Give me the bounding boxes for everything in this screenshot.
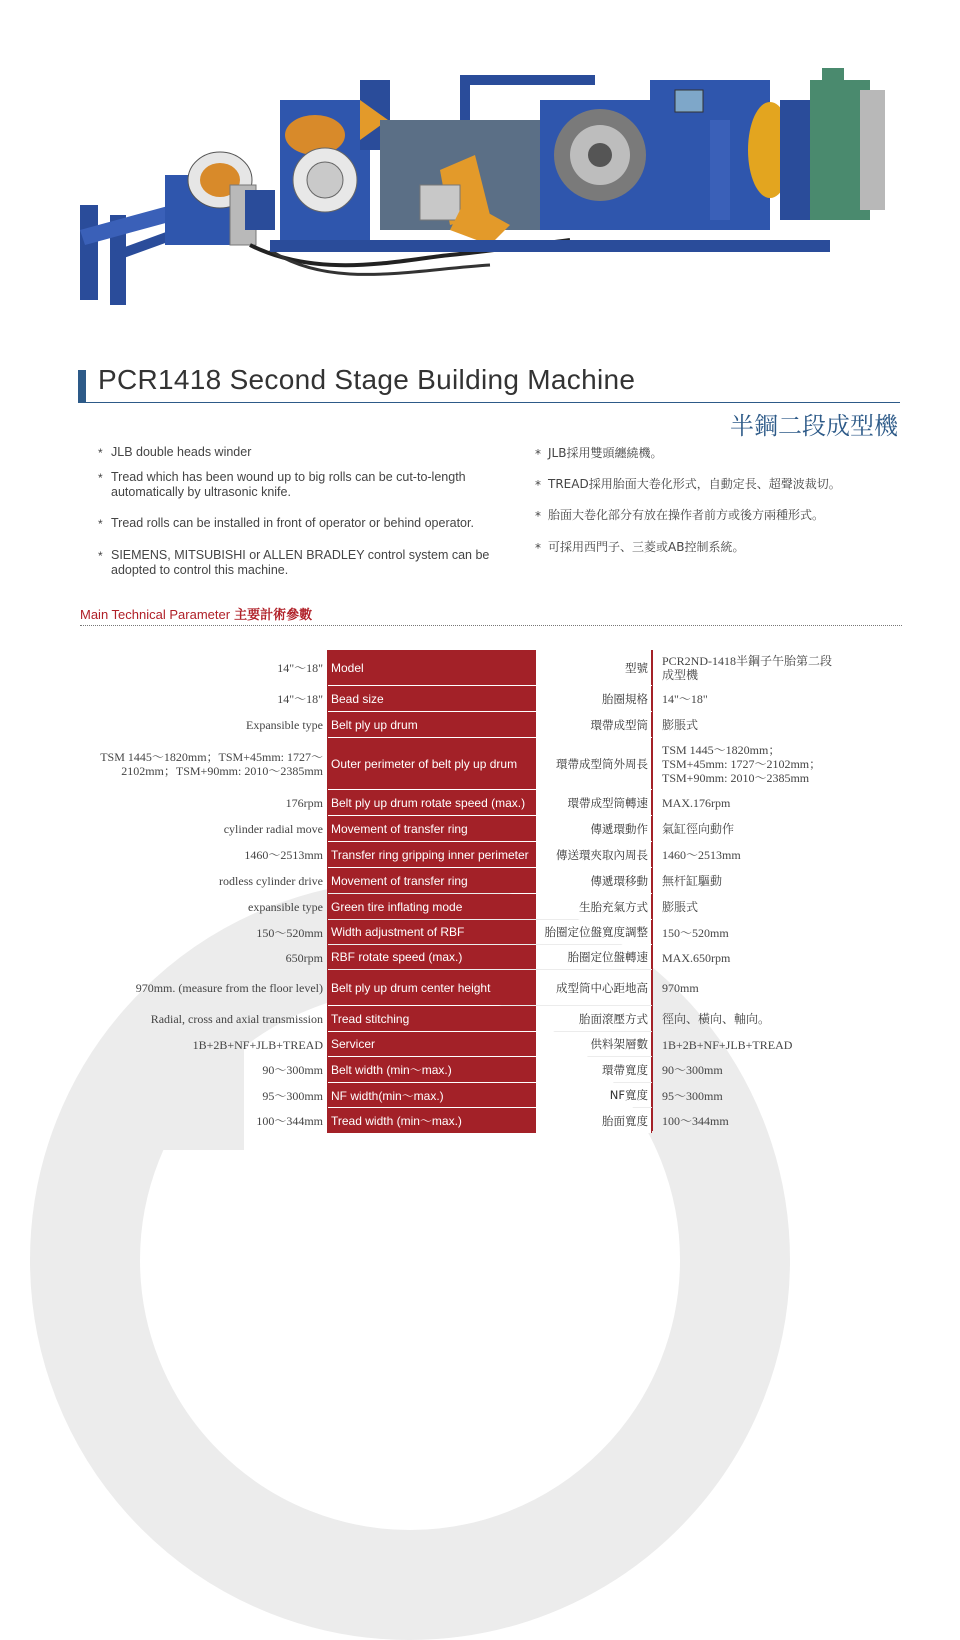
spec-value-zh: 膨脹式 [662, 900, 699, 914]
spec-value-en: 90～300mm [262, 1063, 323, 1077]
spec-label-zh: 型號 [536, 650, 652, 685]
spec-value-en: 1460～2513mm [244, 848, 323, 862]
spec-label-zh: 成型筒中心距地高 [536, 970, 652, 1005]
page-title-zh: 半鋼二段成型機 [730, 412, 898, 440]
bullet-star-icon: * [98, 517, 103, 531]
feature-en-1: * JLB double heads winder [98, 445, 252, 460]
section-heading [80, 604, 312, 623]
spec-label-zh: 胎面寬度 [536, 1108, 652, 1133]
spec-label-zh: 環帶寬度 [536, 1057, 652, 1082]
spec-value-zh: 氣缸徑向動作 [662, 822, 735, 836]
spec-value-zh: MAX.176rpm [662, 796, 731, 810]
spec-row [0, 970, 960, 1006]
spec-value-zh: PCR2ND-1418半鋼子午胎第二段成型機 [662, 654, 833, 682]
spec-label-en: Belt ply up drum [327, 712, 536, 737]
spec-value-zh: 1460～2513mm [662, 848, 741, 862]
spec-label-zh: 胎圈定位盤轉速 [536, 945, 652, 969]
bullet-star-icon: * [98, 471, 103, 485]
spec-label-en: Width adjustment of RBF [327, 920, 536, 944]
spec-value-en: 150～520mm [256, 925, 323, 940]
spec-label-en: Belt ply up drum center height [327, 970, 536, 1005]
spec-label-zh: 供料架層數 [536, 1032, 652, 1056]
spec-row [0, 686, 960, 712]
spec-label-en: Movement of transfer ring [327, 816, 536, 841]
spec-label-zh: NF寬度 [536, 1083, 652, 1107]
spec-value-zh: 95～300mm [662, 1088, 723, 1103]
spec-label-zh: 環帶成型筒轉速 [536, 790, 652, 815]
spec-label-zh: 傳遞環移動 [536, 868, 652, 893]
spec-value-en: cylinder radial move [223, 822, 323, 836]
spec-row [0, 1032, 960, 1057]
feature-zh-1: * JLB採用雙頭纏繞機。 [535, 446, 663, 461]
spec-label-en: Transfer ring gripping inner perimeter [327, 842, 536, 867]
spec-label-en: Tread stitching [327, 1006, 536, 1031]
spec-label-en: NF width(min～max.) [327, 1083, 536, 1107]
feature-en-3: * Tread rolls can be installed in front of operator or behind operator. [98, 516, 474, 531]
spec-row [0, 712, 960, 738]
spec-row [0, 1108, 960, 1134]
bullet-star-icon: * [535, 447, 541, 461]
spec-row [0, 920, 960, 945]
bullet-star-icon: * [98, 549, 103, 563]
feature-zh-4: * 可採用西門子、三菱或AB控制系統。 [535, 540, 745, 555]
spec-row [0, 1006, 960, 1032]
spec-label-en: Model [327, 650, 536, 685]
spec-label-en: Tread width (min～max.) [327, 1108, 536, 1133]
spec-label-en: Belt width (min～max.) [327, 1057, 536, 1082]
spec-label-en: Servicer [327, 1032, 536, 1056]
spec-row [0, 790, 960, 816]
spec-value-zh: 徑向、橫向、軸向。 [662, 1012, 771, 1026]
spec-label-zh: 胎圈定位盤寬度調整 [536, 920, 652, 944]
spec-row [0, 738, 960, 790]
spec-label-zh: 胎面滾壓方式 [536, 1006, 652, 1031]
spec-value-en: 100～344mm [256, 1114, 323, 1128]
spec-value-en: TSM 1445～1820mm；TSM+45mm: 1727～2102mm；TSM+90mm: 2010～2385mm [100, 750, 323, 778]
feature-zh-3: * 胎面大卷化部分有放在操作者前方或後方兩種形式。 [535, 508, 825, 523]
spec-value-zh: 90～300mm [662, 1063, 723, 1077]
spec-label-zh: 胎圈規格 [536, 686, 652, 711]
section-heading-en: Main Technical Parameter [80, 607, 231, 622]
spec-label-en: Outer perimeter of belt ply up drum [327, 738, 536, 789]
spec-row [0, 1057, 960, 1083]
spec-value-zh: 100～344mm [662, 1114, 729, 1128]
spec-label-zh: 環帶成型筒 [536, 712, 652, 737]
spec-value-en: 970mm. (measure from the floor level) [135, 981, 323, 995]
spec-label-en: Movement of transfer ring [327, 868, 536, 893]
spec-row [0, 945, 960, 970]
spec-value-zh: TSM 1445～1820mm；TSM+45mm: 1727～2102mm；TSM+90mm: 2010～2385mm [662, 743, 822, 785]
spec-value-zh: 無杆缸驅動 [662, 874, 723, 888]
spec-value-en: expansible type [248, 900, 323, 914]
feature-zh-2: * TREAD採用胎面大卷化形式，自動定長、超聲波裁切。 [535, 477, 841, 492]
spec-value-en: Radial, cross and axial transmission [150, 1012, 323, 1026]
spec-row [0, 816, 960, 842]
spec-label-en: RBF rotate speed (max.) [327, 945, 536, 969]
title-underline [78, 402, 900, 403]
bullet-star-icon: * [535, 509, 541, 523]
spec-value-en: 95～300mm [262, 1088, 323, 1103]
bullet-star-icon: * [535, 541, 541, 555]
spec-value-zh: 1B+2B+NF+JLB+TREAD [662, 1037, 793, 1052]
page-title: PCR1418 Second Stage Building Machine [98, 364, 636, 395]
spec-row [0, 1083, 960, 1108]
feature-en-2: * Tread which has been wound up to big rolls can be cut-to-length automatically by ultrasonic knife. [98, 470, 466, 499]
spec-value-zh: MAX.650rpm [662, 950, 731, 965]
title-accent-bar [78, 370, 86, 402]
bullet-star-icon: * [98, 446, 103, 460]
spec-label-en: Green tire inflating mode [327, 894, 536, 919]
spec-value-en: 14"～18" [277, 692, 323, 706]
spec-label-zh: 傳遞環動作 [536, 816, 652, 841]
spec-row [0, 842, 960, 868]
spec-label-en: Belt ply up drum rotate speed (max.) [327, 790, 536, 815]
spec-value-zh: 970mm [662, 981, 699, 995]
bullet-star-icon: * [535, 478, 541, 492]
section-dotted-divider [80, 625, 902, 626]
spec-value-en: Expansible type [246, 718, 323, 732]
spec-value-en: 1B+2B+NF+JLB+TREAD [192, 1037, 323, 1052]
spec-value-zh: 14"～18" [662, 692, 708, 706]
spec-value-en: rodless cylinder drive [219, 874, 323, 888]
spec-value-en: 176rpm [285, 796, 323, 810]
spec-value-zh: 膨脹式 [662, 718, 699, 732]
spec-label-zh: 環帶成型筒外周長 [536, 738, 652, 789]
spec-label-zh: 傳送環夾取內周長 [536, 842, 652, 867]
machine-illustration [70, 40, 890, 330]
spec-value-en: 14"～18" [277, 661, 323, 675]
feature-en-4: * SIEMENS, MITSUBISHI or ALLEN BRADLEY control system can be adopted to control this machine. [98, 548, 490, 577]
spec-label-zh: 生胎充氣方式 [536, 894, 652, 919]
spec-row [0, 650, 960, 686]
section-heading-zh: 主要計術參數 [234, 608, 313, 623]
spec-value-en: 650rpm [285, 950, 323, 965]
spec-value-zh: 150～520mm [662, 925, 729, 940]
spec-row [0, 894, 960, 920]
spec-label-en: Bead size [327, 686, 536, 711]
spec-row [0, 868, 960, 894]
